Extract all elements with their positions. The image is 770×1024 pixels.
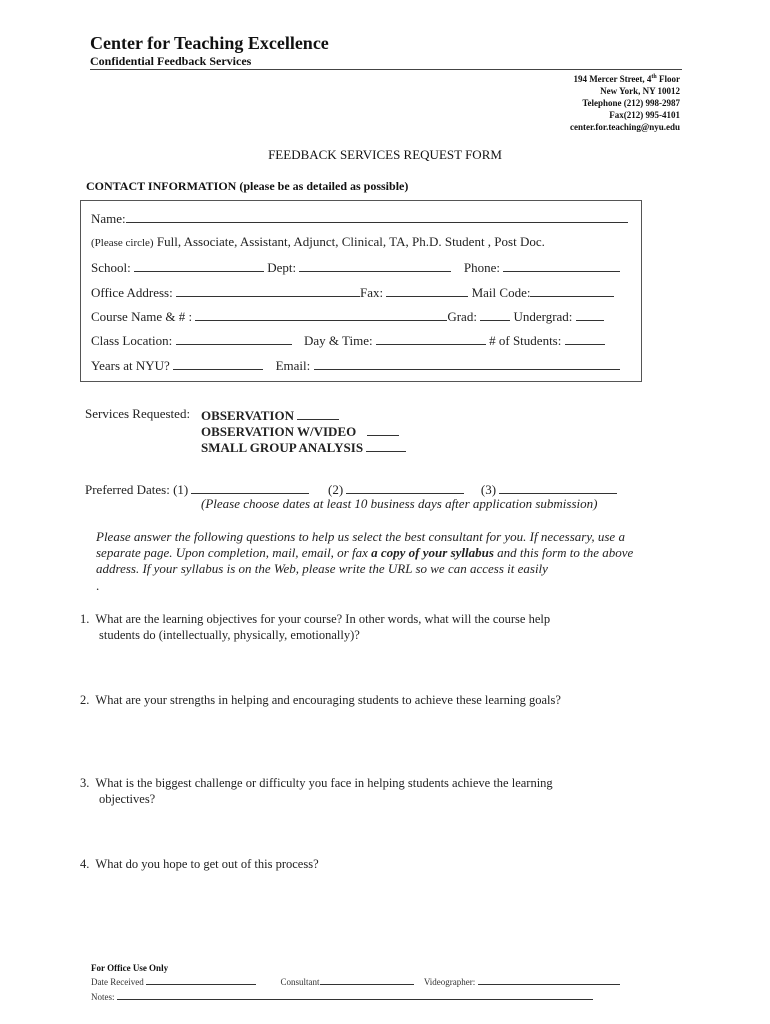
service-small-group[interactable]: SMALL GROUP ANALYSIS xyxy=(201,438,406,456)
address-street: 194 Mercer Street, 4th Floor xyxy=(573,74,680,84)
date-1-field[interactable] xyxy=(191,480,309,494)
videographer-field[interactable] xyxy=(478,975,620,985)
office-address-field[interactable] xyxy=(176,283,360,297)
dates-note: (Please choose dates at least 10 business days after application submission) xyxy=(201,496,598,511)
org-subtitle: Confidential Feedback Services xyxy=(90,54,252,68)
contact-heading: CONTACT INFORMATION (please be as detailed as possible) xyxy=(86,179,409,193)
students-label: # of Students: xyxy=(489,333,562,348)
videographer-label: Videographer: xyxy=(423,977,476,987)
day-time-field[interactable] xyxy=(376,331,486,345)
mail-code-label: Mail Code: xyxy=(471,285,531,300)
question-2: 2. What are your strengths in helping and encouraging students to achieve these learning goals? xyxy=(80,693,561,707)
instructions-line-2: separate page. Upon completion, mail, email, or fax a copy of your syllabus and this form to the above xyxy=(96,545,634,560)
rank-row xyxy=(91,234,545,250)
name-label: Name: xyxy=(91,211,126,226)
date-2-field[interactable] xyxy=(346,480,464,494)
consultant-field[interactable] xyxy=(320,975,414,985)
course-field[interactable] xyxy=(195,307,447,321)
phone-label: Phone: xyxy=(463,260,500,275)
date-3-field[interactable] xyxy=(499,480,617,494)
instructions-line-3: address. If your syllabus is on the Web, please write the URL so we can access it easily xyxy=(96,561,548,576)
question-1: 1. What are the learning objectives for your course? In other words, what will the course help students do (intellectually, physically, emotionally)? xyxy=(80,612,551,642)
class-location-field[interactable] xyxy=(176,331,292,345)
address-city: New York, NY 10012 xyxy=(600,86,680,96)
question-4: 4. What do you hope to get out of this process? xyxy=(80,857,319,871)
mail-code-field[interactable] xyxy=(530,283,614,297)
undergrad-label: Undergrad: xyxy=(513,309,573,324)
address-telephone: Telephone (212) 998-2987 xyxy=(582,98,680,108)
consultant-label: Consultant xyxy=(280,977,320,987)
years-label: Years at NYU? xyxy=(91,358,170,373)
date-received-field[interactable] xyxy=(146,975,256,985)
notes-label: Notes: xyxy=(91,992,115,1002)
grad-label: Grad: xyxy=(447,309,477,324)
date-3-label: (3) xyxy=(480,482,497,497)
fax-label: Fax: xyxy=(359,285,384,300)
rank-options[interactable]: Full, Associate, Assistant, Adjunct, Clinical, TA, Ph.D. Student , Post Doc. xyxy=(153,234,545,249)
day-time-label: Day & Time: xyxy=(304,333,373,348)
question-3: 3. What is the biggest challenge or difficulty you face in helping students achieve the learning objectives? xyxy=(80,776,553,806)
header-divider xyxy=(90,69,682,70)
school-row xyxy=(91,258,620,276)
phone-field[interactable] xyxy=(503,258,620,272)
course-label: Course Name & # : xyxy=(91,309,193,324)
office-address-label: Office Address: xyxy=(91,285,173,300)
class-location-label: Class Location: xyxy=(91,333,173,348)
service-observation-video[interactable]: OBSERVATION W/VIDEO xyxy=(201,422,399,440)
name-field[interactable] xyxy=(126,209,628,223)
grad-field[interactable] xyxy=(480,307,510,321)
date-2-label: (2) xyxy=(327,482,344,497)
service-observation[interactable]: OBSERVATION xyxy=(201,406,339,424)
email-label: Email: xyxy=(275,358,311,373)
office-row xyxy=(91,283,614,301)
dates-label: Preferred Dates: (1) xyxy=(85,482,189,497)
office-use-row xyxy=(91,975,620,987)
course-row xyxy=(91,307,604,325)
office-use-heading: For Office Use Only xyxy=(91,963,169,973)
circle-prefix: (Please circle) xyxy=(91,237,154,249)
class-row xyxy=(91,331,605,349)
address-block xyxy=(570,71,680,133)
notes-row xyxy=(91,990,593,1002)
notes-field[interactable] xyxy=(117,990,593,1000)
email-field[interactable] xyxy=(314,356,620,370)
students-field[interactable] xyxy=(565,331,605,345)
instructions-line-1: Please answer the following questions to help us select the best consultant for you. If necessary, use a xyxy=(96,529,625,544)
fax-field[interactable] xyxy=(386,283,468,297)
org-title: Center for Teaching Excellence xyxy=(90,33,329,53)
years-row xyxy=(91,356,620,374)
address-fax: Fax(212) 995-4101 xyxy=(609,110,680,120)
address-email: center.for.teaching@nyu.edu xyxy=(570,122,680,132)
school-label: School: xyxy=(91,260,131,275)
undergrad-field[interactable] xyxy=(576,307,604,321)
dept-label: Dept: xyxy=(267,260,297,275)
date-received-label: Date Received xyxy=(91,977,144,987)
years-field[interactable] xyxy=(173,356,263,370)
dept-field[interactable] xyxy=(299,258,451,272)
name-row xyxy=(91,209,628,227)
instructions-line-4: . xyxy=(96,578,100,593)
services-label: Services Requested: xyxy=(85,406,191,421)
school-field[interactable] xyxy=(134,258,264,272)
form-title: FEEDBACK SERVICES REQUEST FORM xyxy=(268,147,502,162)
